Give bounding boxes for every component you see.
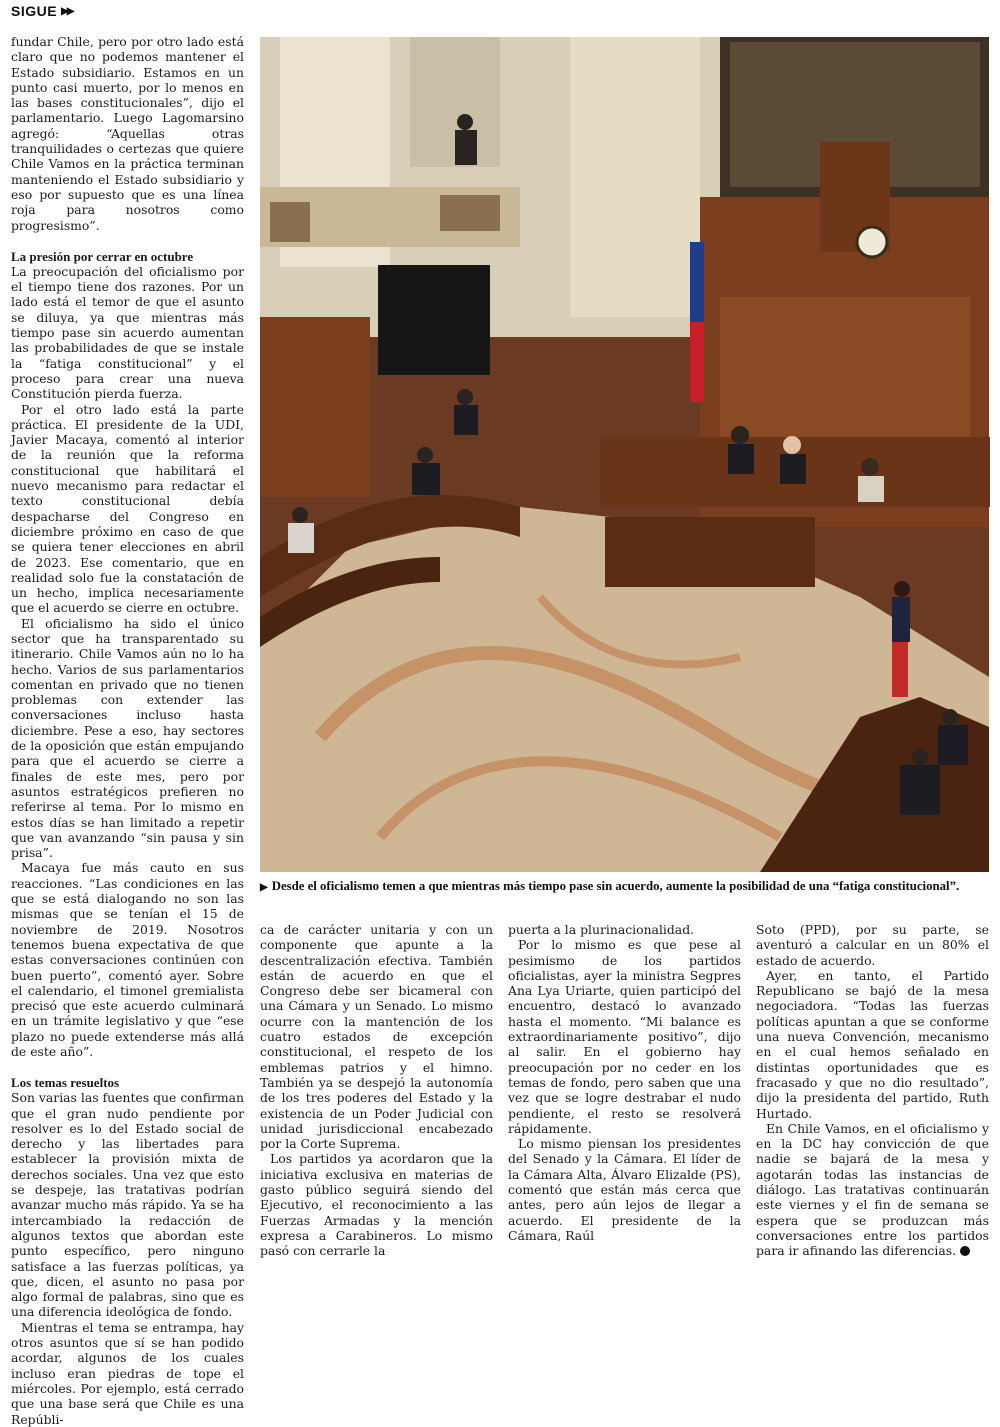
- paragraph: Los partidos ya acordaron que la iniciativa exclusiva en materias de gasto público seguirá siendo del Ejecutivo, el reconocimiento a las Fuerzas Armadas y la mención expresa a Carabineros. Lo mismo pasó con cerrarle la: [260, 1151, 493, 1259]
- article-column-2: [260, 922, 493, 1259]
- subheading-temas: Los temas resueltos: [11, 1075, 120, 1091]
- section-kicker: [11, 3, 72, 19]
- caption-text: Desde el oficialismo temen a que mientras más tiempo pase sin acuerdo, aumente la posibilidad de una “fatiga constitucional”.: [271, 879, 960, 893]
- paragraph: puerta a la plurinacionalidad.: [508, 922, 695, 937]
- article-column-4: [756, 922, 989, 1259]
- photo-illustration: [260, 37, 989, 872]
- end-of-article-icon: [960, 1246, 970, 1256]
- article-column-1: [11, 34, 244, 1427]
- paragraph: Ayer, en tanto, el Partido Republicano se bajó de la mesa negociadora. “Todas las fuerzas políticas apuntan a que se conforme una nueva Convención, mecanismo en el cual hemos señalado en distintas oportunidades que es fracasado y que no dio resultado”, dijo la presidenta del partido, Ruth Hurtado.: [756, 967, 989, 1121]
- kicker-arrows-icon: ▶▶: [61, 5, 73, 17]
- paragraph: Por el otro lado está la parte práctica. El presidente de la UDI, Javier Macaya, comentó al interior de la reunión que la reforma constitucional que habilitará el nuevo mecanismo para redactar el texto constitucional debía despacharse del Congreso en diciembre próximo en caso de que se quiera tener elecciones en abril de 2023. Ese comentario, que en realidad solo fue la constatación de un hecho, implica necesariamente que el acuerdo se cierre en octubre.: [11, 401, 244, 616]
- paragraph: Lo mismo piensan los presidentes del Senado y la Cámara. El líder de la Cámara Alta, Álvaro Elizalde (PS), comentó que están más cerca que antes, pero aún lejos de llegar a acuerdo. El presidente de la Cámara, Raúl: [508, 1136, 741, 1243]
- paragraph: ca de carácter unitaria y con un componente que apunte a la descentralización efectiva. También están de acuerdo en que el Congreso debe ser bicameral con una Cámara y un Senado. Lo mismo ocurre con la mantención de los cuatro estados de excepción constitucional, el respeto de los emblemas patrios y el himno. También ya se despejó la autonomía de los tres poderes del Estado y la existencia de un Poder Judicial con unidad jurisdiccional encabezado por la Corte Suprema.: [260, 922, 493, 1152]
- paragraph: [756, 1121, 989, 1259]
- paragraph: Soto (PPD), por su parte, se aventuró a calcular en un 80% el estado de acuerdo.: [756, 922, 989, 968]
- paragraph: La preocupación del oficialismo por el tiempo tiene dos razones. Por un lado está el temor de que el asunto se diluya, ya que mientras más tiempo pase sin acuerdo aumentan las probabilidades de que se instale la “fatiga constitucional” y el proceso para crear una nueva Constitución pierda fuerza.: [11, 263, 244, 402]
- paragraph: El oficialismo ha sido el único sector que ha transparentado su itinerario. Chile Vamos aún no lo ha hecho. Varios de sus parlamentarios comentan en privado que no tienen problemas con extender las conversaciones incluso hasta diciembre. Pese a eso, hay sectores de la oposición que están empujando para que el acuerdo se cierre a finales de este mes, pero por asuntos estratégicos prefieren no referirse al tema. Por lo mismo en estos días se han limitado a repetir que van avanzando “sin pausa y sin prisa”.: [11, 615, 244, 861]
- paragraph: fundar Chile, pero por otro lado está claro que no podemos mantener el Estado subsidiario. Estamos en un punto casi muerto, por lo menos en las bases constitucionales”, dijo el parlamentario. Luego Lagomarsino agregó: “Aquellas otras tranquilidades o certezas que quiere Chile Vamos en la práctica terminan manteniendo el Estado subsidiario y eso por supuesto que es una línea roja para nosotros como progresismo”.: [11, 34, 244, 233]
- paragraph: Macaya fue más cauto en sus reacciones. “Las condiciones en las que se está dialogando no son las mismas que se tenían el 15 de noviembre de 2019. Nosotros tenemos buena expectativa de que estas conversaciones continúen con buen puerto”, comentó ayer. Sobre el calendario, el timonel gremialista precisó que este acuerdo culminará en un trámite legislativo y que “ese plazo no puede extenderse más allá de este año”.: [11, 860, 244, 1059]
- paragraph-text: En Chile Vamos, en el oficialismo y en la DC hay convicción de que nadie se bajará de la mesa y agotarán todas las instancias de diálogo. Las tratativas continuarán este viernes y el fin de semana se espera que se produzcan más conversaciones entre los partidos para ir afinando las diferencias.: [756, 1120, 989, 1259]
- article-column-3: [508, 922, 741, 1243]
- paragraph: Por lo mismo es que pese al pesimismo de los partidos oficialistas, ayer la ministra Segpres Ana Lya Uriarte, quien participó del encuentro, destacó lo avanzado hasta el momento. “Mi balance es extraordinariamente positivo”, dijo al salir. En el gobierno hay preocupación por no ceder en los temas de fondo, pero saben que una vez que se logre destrabar el nudo pendiente, el resto se resolverá rápidamente.: [508, 937, 741, 1136]
- paragraph: Mientras el tema se entrampa, hay otros asuntos que sí se han podido acordar, algunos de los cuales incluso eran piedras de tope el miércoles. Por ejemplo, está cerrado que una base será que Chile es una Repúbli-: [11, 1319, 244, 1427]
- caption-marker-icon: ▶: [260, 882, 268, 893]
- photo-caption: [260, 879, 989, 895]
- kicker-label: SIGUE: [11, 3, 58, 19]
- paragraph: Son varias las fuentes que confirman que el gran nudo pendiente por resolver es lo del Estado social de derecho y las libertades para establecer la provisión mixta de derechos sociales. Una vez que esto se despeje, las tratativas podrían avanzar mucho más rápido. Ya se ha intercambiado la redacción de algunos textos que abordan este punto específico, pero ninguno satisface a las fuerzas políticas, ya que, dicen, el asunto no pasa por algo formal de palabras, sino que es una diferencia ideológica de fondo.: [11, 1090, 244, 1320]
- congress-chamber-photo: [260, 37, 989, 872]
- subheading-presion: La presión por cerrar en octubre: [11, 248, 194, 264]
